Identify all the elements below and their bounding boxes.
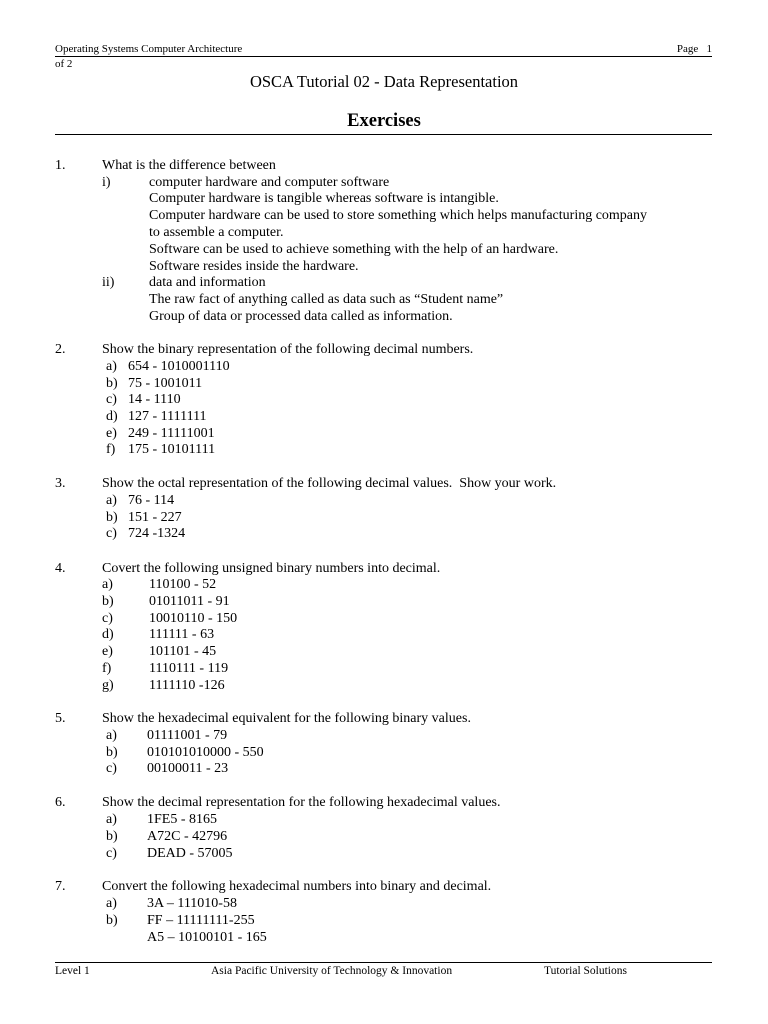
item-text: 10010110 - 150 (149, 611, 238, 626)
question-number: 1. (55, 158, 66, 173)
item-text: 111111 - 63 (149, 627, 215, 642)
answer-line: Computer hardware is tangible whereas software is intangible. (149, 191, 499, 206)
item-text: 101101 - 45 (149, 644, 217, 659)
item-label: e) (106, 426, 117, 441)
sub-label: ii) (102, 275, 115, 290)
question-text: Show the hexadecimal equivalent for the following binary values. (102, 711, 471, 726)
answer-line: Software resides inside the hardware. (149, 259, 359, 274)
question-number: 7. (55, 879, 66, 894)
sub-text: computer hardware and computer software (149, 175, 390, 190)
item-label: b) (106, 510, 118, 525)
answer-line: The raw fact of anything called as data such as “Student name” (149, 292, 504, 307)
item-label: b) (106, 829, 118, 844)
title-rule (55, 134, 712, 135)
item-label: c) (102, 611, 113, 626)
item-label: b) (106, 376, 118, 391)
item-label: d) (102, 627, 114, 642)
header-page-count: of 2 (55, 58, 73, 70)
item-text: 01111001 - 79 (147, 728, 228, 743)
item-text: 724 -1324 (128, 526, 186, 541)
section-heading: Exercises (347, 111, 421, 131)
item-text: 010101010000 - 550 (147, 745, 264, 760)
question-number: 6. (55, 795, 66, 810)
item-text: 01011011 - 91 (149, 594, 230, 609)
item-text: 14 - 1110 (128, 392, 181, 407)
item-text: 1111110 -126 (149, 678, 225, 693)
item-text: 654 - 1010001110 (128, 359, 230, 374)
item-text: DEAD - 57005 (147, 846, 233, 861)
header-rule (55, 56, 712, 57)
item-text: 1FE5 - 8165 (147, 812, 217, 827)
answer-line: Group of data or processed data called as information. (149, 309, 453, 324)
footer-level: Level 1 (55, 965, 90, 977)
item-text: 75 - 1001011 (128, 376, 203, 391)
question-text: Show the decimal representation for the following hexadecimal values. (102, 795, 501, 810)
item-label: f) (102, 661, 112, 676)
answer-line: Software can be used to achieve something with the help of an hardware. (149, 242, 559, 257)
item-text: FF – 11111111-255 (147, 913, 255, 928)
item-text: 249 - 11111001 (128, 426, 215, 441)
item-text: 110100 - 52 (149, 577, 217, 592)
item-text: 151 - 227 (128, 510, 182, 525)
item-text: 127 - 1111111 (128, 409, 207, 424)
question-number: 5. (55, 711, 66, 726)
footer-doc-type: Tutorial Solutions (544, 965, 627, 977)
header-page: Page 1 (676, 43, 712, 55)
item-text: 00100011 - 23 (147, 761, 229, 776)
item-label: d) (106, 409, 118, 424)
sub-text: data and information (149, 275, 266, 290)
sub-label: i) (102, 175, 111, 190)
item-label: g) (102, 678, 114, 693)
item-label: c) (106, 846, 117, 861)
item-text: 3A – 111010-58 (147, 896, 237, 911)
header-course: Operating Systems Computer Architecture (55, 43, 243, 55)
item-label: b) (106, 913, 118, 928)
question-number: 3. (55, 476, 66, 491)
item-label: a) (102, 577, 113, 592)
item-text: A72C - 42796 (147, 829, 228, 844)
item-label: f) (106, 442, 116, 457)
item-text: A5 – 10100101 - 165 (147, 930, 267, 945)
item-label: a) (106, 493, 117, 508)
footer-rule (55, 962, 712, 963)
question-text: Show the octal representation of the following decimal values. Show your work. (102, 476, 557, 491)
page-title: OSCA Tutorial 02 - Data Representation (249, 72, 519, 91)
question-text: Show the binary representation of the following decimal numbers. (102, 342, 474, 357)
question-text: Covert the following unsigned binary numbers into decimal. (102, 561, 441, 576)
item-text: 1110111 - 119 (149, 661, 229, 676)
question-text: Convert the following hexadecimal numbers into binary and decimal. (102, 879, 492, 894)
answer-line: Computer hardware can be used to store something which helps manufacturing company (149, 208, 648, 223)
item-label: c) (106, 761, 117, 776)
item-label: c) (106, 392, 117, 407)
item-text: 175 - 10101111 (128, 442, 216, 457)
item-label: a) (106, 896, 117, 911)
item-label: a) (106, 359, 117, 374)
item-label: c) (106, 526, 117, 541)
answer-line: to assemble a computer. (149, 225, 284, 240)
question-number: 4. (55, 561, 66, 576)
item-label: e) (102, 644, 113, 659)
item-label: a) (106, 728, 117, 743)
question-text: What is the difference between (102, 158, 276, 173)
item-label: a) (106, 812, 117, 827)
footer-university: Asia Pacific University of Technology & Innovation (211, 965, 453, 977)
item-text: 76 - 114 (128, 493, 175, 508)
item-label: b) (102, 594, 114, 609)
question-number: 2. (55, 342, 66, 357)
item-label: b) (106, 745, 118, 760)
